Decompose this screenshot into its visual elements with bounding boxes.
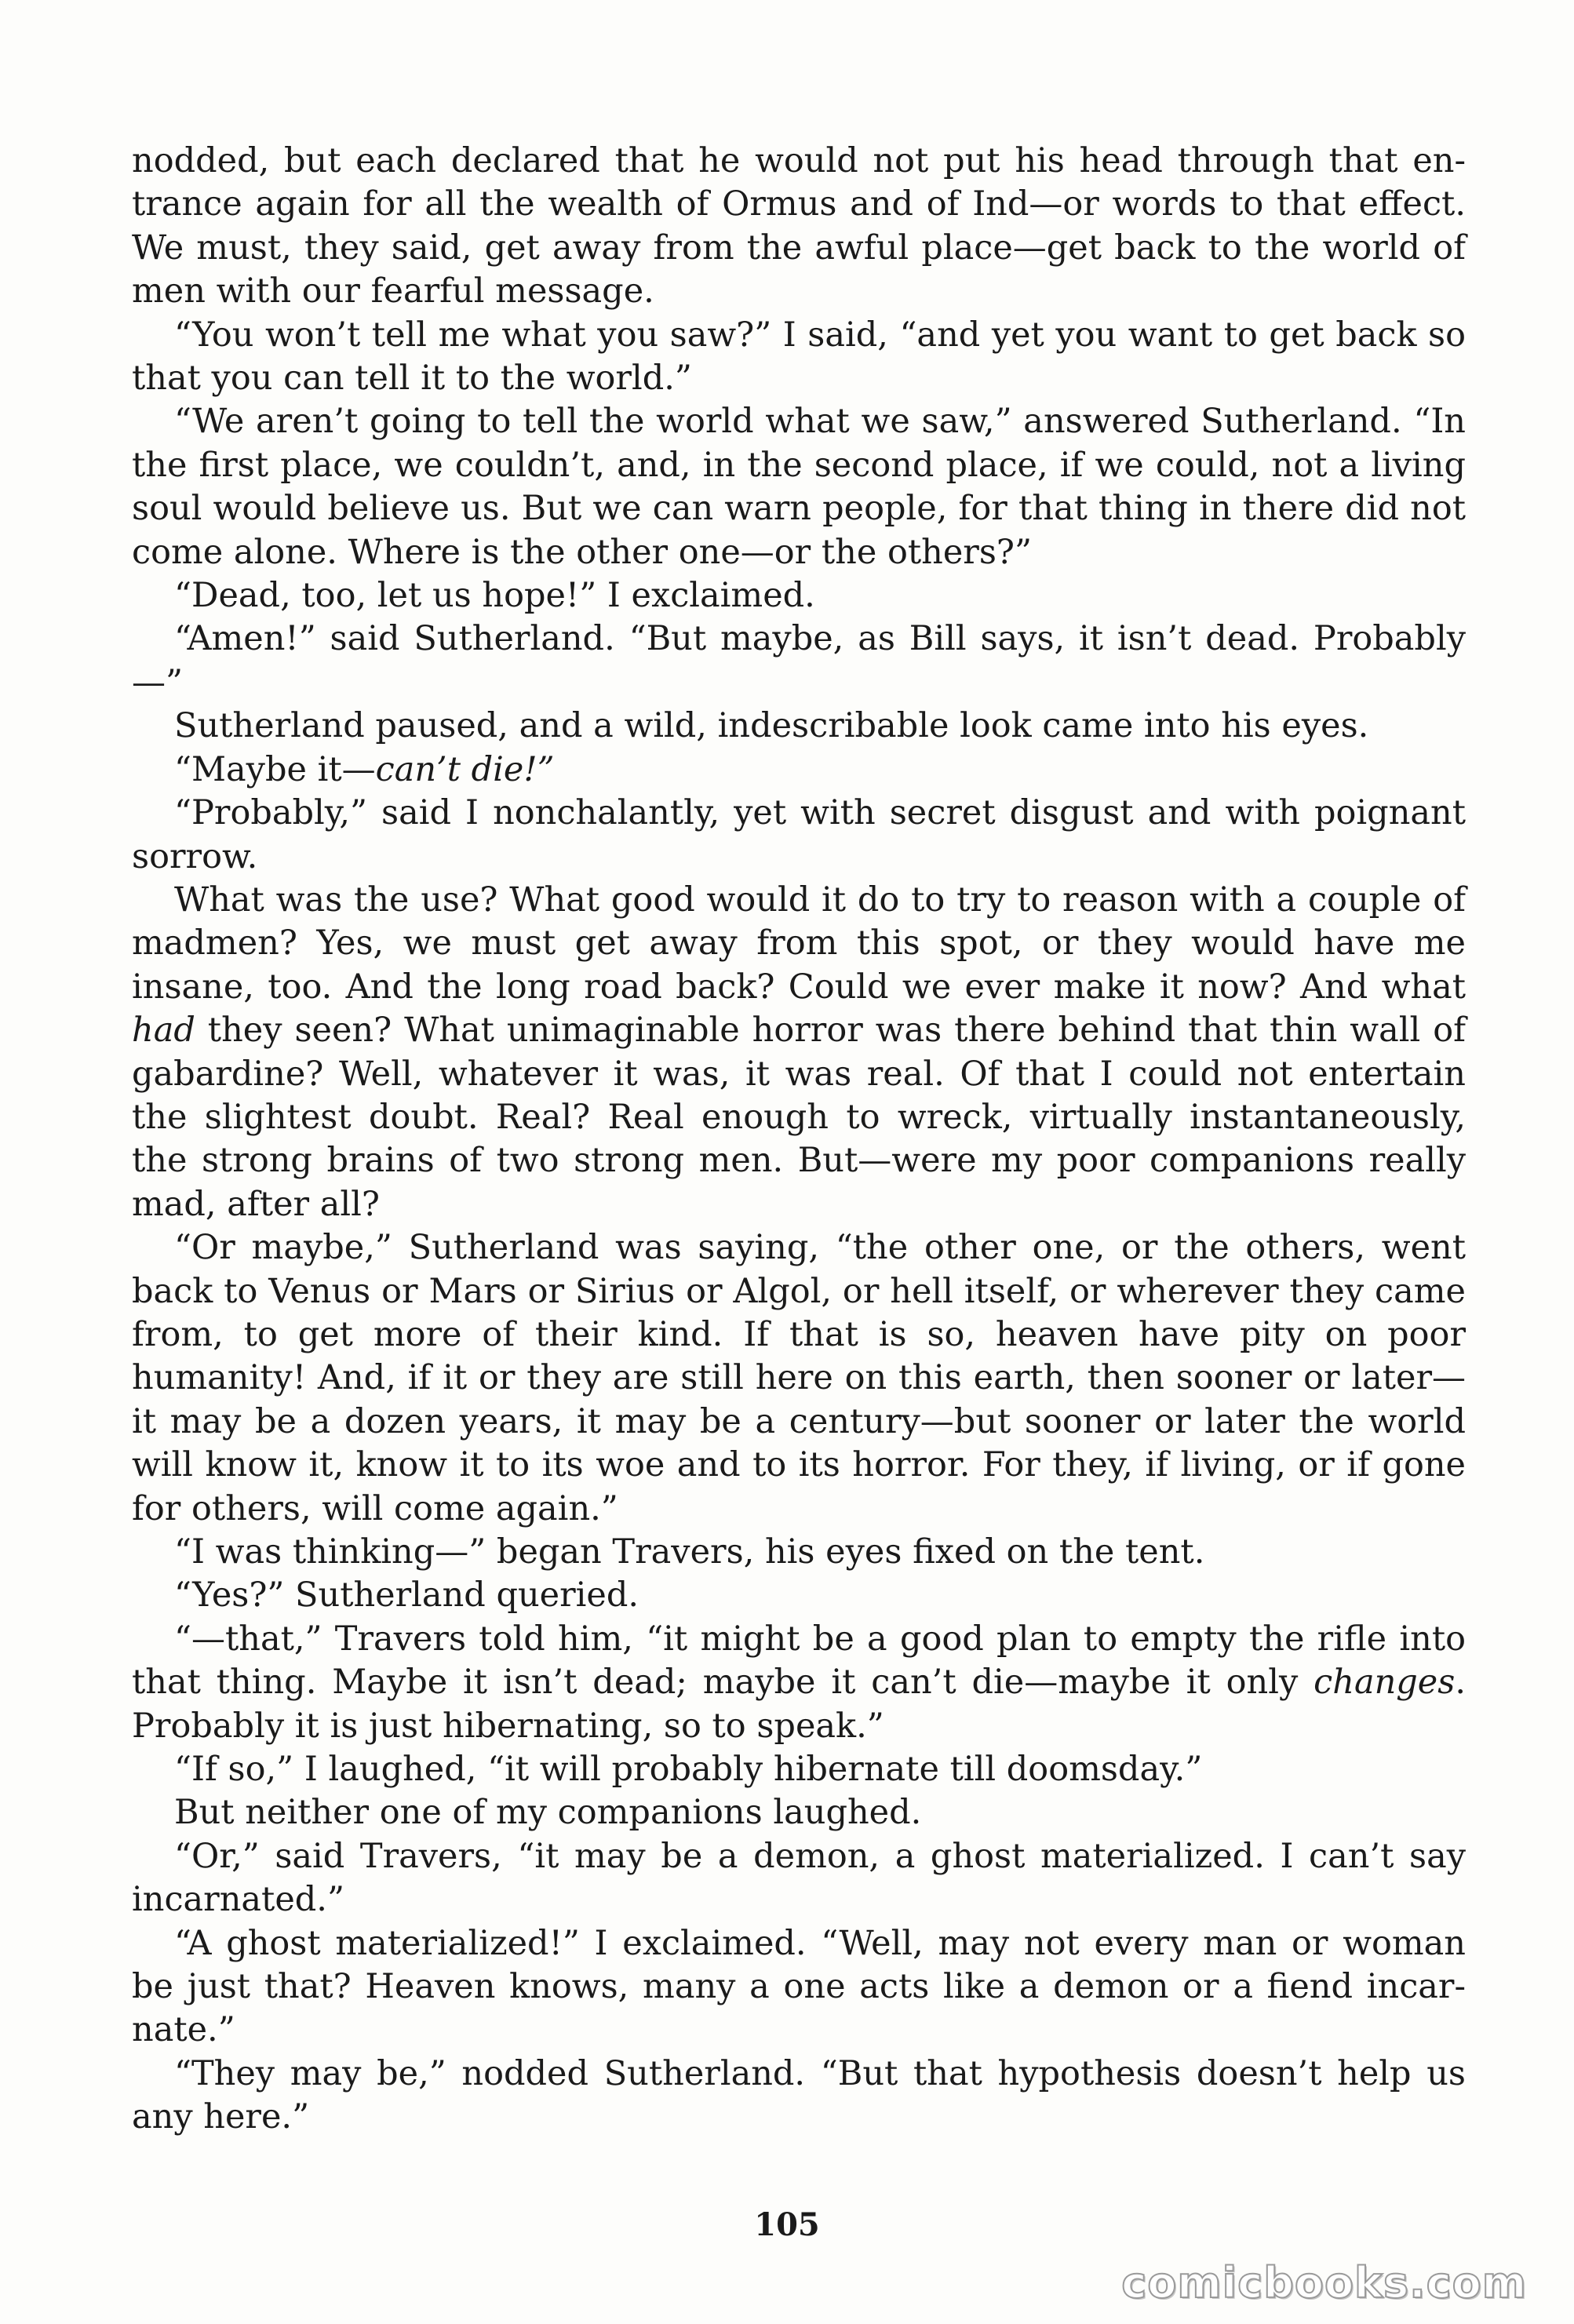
paragraph bbox=[132, 792, 1466, 879]
text-run: “They may be,” nodded Sutherland. “But that hypothesis doesn’t help us any here.” bbox=[132, 2053, 1466, 2137]
paragraph bbox=[132, 1748, 1466, 1791]
paragraph bbox=[132, 617, 1466, 705]
text-run: “Dead, too, let us hope!” I exclaimed. bbox=[174, 576, 815, 616]
paragraph bbox=[132, 400, 1466, 574]
paragraph bbox=[132, 574, 1466, 617]
paragraph bbox=[132, 1835, 1466, 1922]
paragraph bbox=[132, 140, 1466, 314]
page-number: 105 bbox=[754, 2206, 820, 2243]
watermark-logo: comicbooks.com bbox=[1121, 2258, 1527, 2308]
italic-text: can’t die!” bbox=[375, 749, 555, 789]
text-run: But neither one of my companions laughed. bbox=[174, 1793, 922, 1833]
paragraph bbox=[132, 705, 1466, 748]
text-run: “Amen!” said Sutherland. “But maybe, as Bill says, it isn’t dead. Probably—” bbox=[132, 619, 1466, 702]
paragraph bbox=[132, 1618, 1466, 1748]
text-run: “Probably,” said I nonchalantly, yet with secret disgust and with poignant sorrow. bbox=[132, 793, 1466, 876]
text-run: Sutherland paused, and a wild, indescribable look came into his eyes. bbox=[174, 706, 1369, 746]
text-run: nodded, but each declared that he would not put his head through that entrance again for all the wealth of Ormus and of Ind—or words to that effect. We must, they said, get away from the awful place—get back to the world of men with our fearful message. bbox=[132, 141, 1466, 311]
text-run: they seen? What unimaginable horror was there behind that thin wall of gabardine? Well, whatever it was, it was real. Of that I could not entertain the slightest doubt. Real? Real enough to wreck, virtually instantaneously, the strong brains of two strong men. But—were my poor companions really mad, after all? bbox=[132, 1011, 1466, 1224]
text-run: “I was thinking—” began Travers, his eyes fixed on the tent. bbox=[174, 1532, 1205, 1572]
text-run: What was the use? What good would it do to try to reason with a couple of madmen? Yes, we must get away from this spot, or they would have me insane, too. And the long road back? Could we ever make it now? And what bbox=[132, 880, 1466, 1007]
text-run: . Probably it is just hibernating, so to speak.” bbox=[132, 1663, 1466, 1746]
text-run: “Maybe it— bbox=[174, 749, 376, 789]
paragraph bbox=[132, 879, 1466, 1226]
italic-text: changes bbox=[1313, 1663, 1456, 1703]
body-text bbox=[132, 140, 1466, 2140]
text-run: “—that,” Travers told him, “it might be a good plan to empty the rifle into that thing. Maybe it isn’t dead; maybe it can’t die—maybe it only bbox=[132, 1619, 1466, 1703]
paragraph bbox=[132, 2053, 1466, 2140]
text-run: “We aren’t going to tell the world what we saw,” answered Sutherland. “In the first place, we couldn’t, and, in the second place, if we could, not a living soul would believe us. But we can warn people, for that thing in there did not come alone. Where is the other one—or the others?” bbox=[132, 402, 1466, 572]
paragraph bbox=[132, 1531, 1466, 1574]
text-run: “Or maybe,” Sutherland was saying, “the other one, or the others, went back to Venus or Mars or Sirius or Algol, or hell itself, or wherever they came from, to get more of their kind. If that is so, heaven have pity on poor humanity! And, if it or they are still here on this earth, then sooner or later—it may be a dozen years, it may be a century—but sooner or later the world will know it, know it to its woe and to its horror. For they, if living, or if gone for others, will come again.” bbox=[132, 1228, 1466, 1528]
paragraph bbox=[132, 1922, 1466, 2053]
text-run: “A ghost materialized!” I exclaimed. “Well, may not every man or woman be just that? Heaven knows, many a one acts like a demon or a fiend incarnate.” bbox=[132, 1923, 1466, 2050]
paragraph bbox=[132, 314, 1466, 401]
paragraph bbox=[132, 1226, 1466, 1531]
paragraph bbox=[132, 1574, 1466, 1617]
text-run: “Or,” said Travers, “it may be a demon, a ghost materialized. I can’t say incarnated.” bbox=[132, 1836, 1466, 1920]
text-run: “You won’t tell me what you saw?” I said, “and yet you want to get back so that you can tell it to the world.” bbox=[132, 315, 1466, 399]
italic-text: had bbox=[132, 1011, 195, 1051]
text-run: “If so,” I laughed, “it will probably hibernate till doomsday.” bbox=[174, 1750, 1203, 1790]
text-run: “Yes?” Sutherland queried. bbox=[174, 1575, 639, 1616]
paragraph bbox=[132, 749, 1466, 792]
paragraph bbox=[132, 1791, 1466, 1834]
